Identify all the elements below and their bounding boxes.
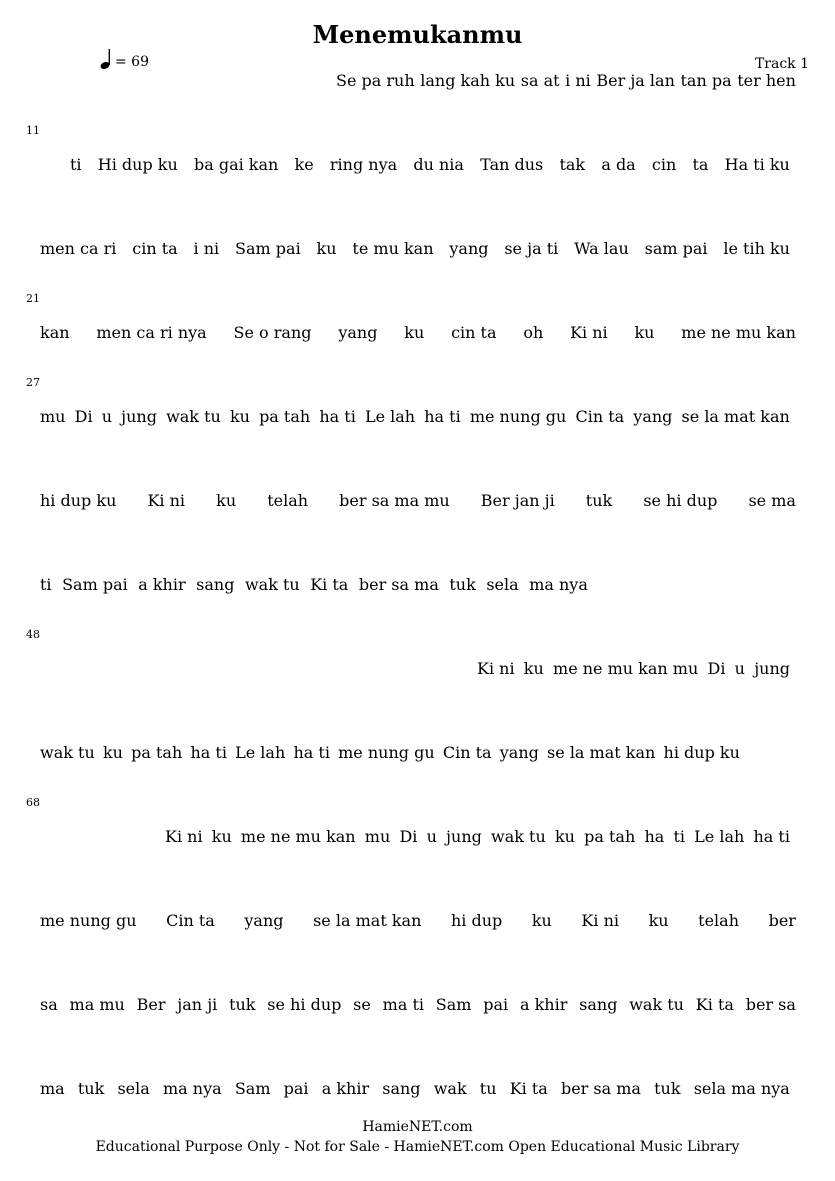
lyric-syllable: ha — [644, 826, 665, 846]
lyric-syllable: te mu kan — [352, 238, 434, 258]
lyric-syllable: yang — [244, 910, 284, 930]
lyric-syllable: tuk — [449, 574, 476, 594]
lyric-syllable: se hi dup — [643, 490, 718, 510]
lyric-syllable: tan pa — [680, 70, 732, 90]
lyric-syllable: jung — [121, 406, 157, 426]
lyric-syllable: sela — [117, 1078, 150, 1098]
lyric-syllable: hi dup ku — [663, 742, 740, 762]
lyric-syllable: Di — [74, 406, 93, 426]
lyric-syllable: ku — [404, 322, 425, 342]
lyric-syllable: se — [353, 994, 371, 1014]
lyric-line — [40, 490, 796, 510]
lyric-syllable: ba gai kan — [193, 154, 279, 174]
lyric-syllable: Le lah — [364, 406, 416, 426]
measure-number: 11 — [26, 124, 40, 137]
lyric-syllable: Ki ta — [310, 574, 349, 594]
lyric-line — [40, 322, 796, 342]
lyric-syllable: mu — [40, 406, 66, 426]
measure-number: 27 — [26, 376, 40, 389]
lyric-syllable: ta — [692, 154, 709, 174]
lyric-syllable: ter hen — [737, 70, 796, 90]
lyric-syllable: ku — [554, 826, 575, 846]
lyric-syllable: ha ti — [190, 742, 227, 762]
lyric-syllable: tuk — [654, 1078, 681, 1098]
lyric-syllable: Sam — [234, 1078, 271, 1098]
lyric-syllable: Cin ta — [575, 406, 625, 426]
lyric-syllable: ku — [523, 658, 544, 678]
lyric-syllable: kan — [40, 322, 70, 342]
lyric-syllable: me nung gu — [338, 742, 435, 762]
lyric-syllable: Cin ta — [442, 742, 492, 762]
lyric-syllable: ma nya — [529, 574, 588, 594]
measure-number: 68 — [26, 796, 40, 809]
lyric-syllable: pa tah — [259, 406, 311, 426]
lyric-syllable: men ca ri nya — [96, 322, 207, 342]
lyric-syllable: Hi dup ku — [97, 154, 178, 174]
lyric-syllable: jung — [754, 658, 790, 678]
lyric-line — [40, 154, 796, 174]
lyric-syllable: cin ta — [451, 322, 497, 342]
lyric-syllable: Ki ni — [581, 910, 619, 930]
lyric-syllable: sam pai — [644, 238, 708, 258]
lyric-syllable: ku — [102, 742, 123, 762]
footer-site: HamieNET.com — [362, 1119, 473, 1135]
lyric-syllable: wak tu — [244, 574, 300, 594]
lyric-syllable: wak tu — [40, 742, 95, 762]
lyric-syllable: a khir — [519, 994, 568, 1014]
lyric-syllable: yang — [338, 322, 378, 342]
lyric-syllable: ma nya — [162, 1078, 222, 1098]
lyric-syllable: oh — [523, 322, 544, 342]
lyric-syllable: sa — [40, 994, 58, 1014]
lyric-syllable: cin ta — [132, 238, 178, 258]
lyric-syllable: ma — [40, 1078, 65, 1098]
lyric-line — [40, 658, 796, 678]
lyric-syllable: se hi dup — [267, 994, 342, 1014]
lyric-syllable: wak tu — [166, 406, 221, 426]
lyric-syllable: i ni — [193, 238, 220, 258]
lyric-syllable: Le lah — [235, 742, 286, 762]
lyric-line — [40, 910, 796, 930]
lyric-syllable: lang kah ku — [420, 70, 516, 90]
lyric-syllable: sela ma nya — [693, 1078, 790, 1098]
lyric-line — [40, 994, 796, 1014]
lyric-line — [40, 406, 796, 426]
lyric-line — [40, 742, 796, 762]
lyric-syllable: me ne mu kan mu — [553, 658, 699, 678]
lyric-syllable: Ber — [136, 994, 166, 1014]
lyric-syllable: se la mat kan — [313, 910, 422, 930]
lyric-syllable: cin — [651, 154, 677, 174]
lyric-syllable: wak — [433, 1078, 467, 1098]
lyric-syllable: wak tu — [629, 994, 684, 1014]
lyric-syllable: se ma — [748, 490, 796, 510]
lyric-syllable: se la mat kan — [681, 406, 790, 426]
lyric-syllable: sang — [196, 574, 235, 594]
lyric-syllable: yang — [499, 742, 539, 762]
lyric-syllable: le tih ku — [723, 238, 790, 258]
lyric-syllable: wak tu — [491, 826, 546, 846]
lyric-syllable: yang — [449, 238, 489, 258]
lyric-syllable: mu — [364, 826, 391, 846]
lyric-line — [40, 1078, 796, 1098]
lyric-syllable: Sam — [435, 994, 472, 1014]
lyric-syllable: ha ti — [753, 826, 790, 846]
lyric-syllable: se ja ti — [504, 238, 559, 258]
lyric-syllable: Sam pai — [235, 238, 301, 258]
lyric-syllable: sela — [486, 574, 519, 594]
lyric-line — [40, 826, 796, 846]
lyric-syllable: ha ti — [424, 406, 461, 426]
lyric-syllable: ha ti — [293, 742, 330, 762]
lyric-syllable: Ki ni — [165, 826, 203, 846]
lyric-syllable: telah — [698, 910, 739, 930]
track-label: Track 1 — [754, 56, 809, 72]
lyric-syllable: Se o rang — [233, 322, 312, 342]
lyric-syllable: sang — [382, 1078, 421, 1098]
lyric-syllable: Tan dus — [480, 154, 544, 174]
lyric-syllable: pa tah — [584, 826, 636, 846]
lyric-syllable: hi dup ku — [40, 490, 117, 510]
lyric-syllable: Sam pai — [62, 574, 128, 594]
lyric-syllable: me nung gu — [40, 910, 137, 930]
lyric-syllable: Ki ni — [477, 658, 515, 678]
lyric-syllable: pai — [283, 1078, 309, 1098]
lyric-syllable: Ki ni — [570, 322, 608, 342]
lyric-syllable: tu — [479, 1078, 497, 1098]
lyric-syllable: pai — [483, 994, 509, 1014]
measure-number: 48 — [26, 628, 40, 641]
lyric-syllable: Ki ta — [509, 1078, 548, 1098]
lyric-syllable: a khir — [138, 574, 186, 594]
lyric-line — [40, 70, 796, 90]
lyric-syllable: ku — [634, 322, 655, 342]
lyric-syllable: u — [734, 658, 745, 678]
lyric-syllable: u — [426, 826, 437, 846]
lyric-syllable: ku — [531, 910, 552, 930]
lyric-syllable: Di — [399, 826, 418, 846]
lyric-syllable: ma ti — [382, 994, 424, 1014]
lyric-syllable: ha ti — [319, 406, 356, 426]
lyric-syllable: Le lah — [694, 826, 745, 846]
lyric-syllable: Se pa ruh — [336, 70, 415, 90]
lyric-syllable: ku — [648, 910, 669, 930]
lyric-syllable: ber sa — [745, 994, 796, 1014]
lyric-syllable: tuk — [229, 994, 256, 1014]
lyric-syllable: Ha ti ku — [724, 154, 790, 174]
lyric-syllable: ku — [216, 490, 237, 510]
lyric-syllable: jan ji — [177, 994, 218, 1014]
lyric-syllable: ku — [316, 238, 337, 258]
lyric-syllable: ring nya — [329, 154, 398, 174]
lyric-line — [40, 238, 796, 258]
lyric-syllable: Ki ta — [695, 994, 734, 1014]
lyric-syllable: ti — [673, 826, 685, 846]
lyric-line — [40, 574, 796, 594]
lyric-syllable: u — [101, 406, 112, 426]
lyric-syllable: telah — [267, 490, 309, 510]
lyric-syllable: se la mat kan — [547, 742, 656, 762]
lyric-syllable: ber sa ma — [560, 1078, 641, 1098]
lyric-syllable: Di — [707, 658, 726, 678]
lyric-syllable: ti — [70, 154, 82, 174]
footer-note: Educational Purpose Only - Not for Sale - HamieNET.com Open Educational Music Library — [95, 1139, 740, 1155]
tempo-value: = 69 — [115, 54, 149, 70]
lyric-syllable: ku — [211, 826, 232, 846]
lyric-syllable: ke — [294, 154, 314, 174]
lyric-syllable: Ber jan ji — [480, 490, 555, 510]
lyric-syllable: du nia — [413, 154, 464, 174]
lyric-syllable: me nung gu — [469, 406, 567, 426]
lyric-syllable: a da — [601, 154, 636, 174]
lyric-syllable: jung — [446, 826, 482, 846]
lyric-syllable: hi dup — [450, 910, 503, 930]
lyric-syllable: ber sa ma mu — [339, 490, 450, 510]
measure-number: 21 — [26, 292, 40, 305]
quarter-note-icon — [100, 48, 112, 70]
lyric-syllable: ti — [40, 574, 52, 594]
lyric-syllable: sang — [579, 994, 618, 1014]
lyric-syllable: a khir — [321, 1078, 370, 1098]
lyric-syllable: Ki ni — [147, 490, 186, 510]
lyric-syllable: i ni — [565, 70, 591, 90]
lyric-syllable: yang — [633, 406, 673, 426]
song-title: Menemukanmu — [312, 20, 523, 49]
lyric-syllable: me ne mu kan — [681, 322, 796, 342]
lyric-syllable: Ber ja lan — [596, 70, 675, 90]
lyric-syllable: Wa lau — [574, 238, 629, 258]
lyric-syllable: ku — [229, 406, 250, 426]
lyric-syllable: tuk — [585, 490, 613, 510]
lyric-syllable: Cin ta — [166, 910, 215, 930]
tempo-marking — [100, 48, 149, 70]
lyric-syllable: tak — [559, 154, 586, 174]
lyric-syllable: ber — [768, 910, 796, 930]
lyric-syllable: men ca ri — [40, 238, 117, 258]
lyric-syllable: pa tah — [131, 742, 183, 762]
lyric-syllable: ber sa ma — [358, 574, 439, 594]
lyric-syllable: me ne mu kan — [240, 826, 356, 846]
lyric-syllable: sa at — [520, 70, 560, 90]
lyric-syllable: ma mu — [69, 994, 125, 1014]
lyric-syllable: tuk — [77, 1078, 105, 1098]
